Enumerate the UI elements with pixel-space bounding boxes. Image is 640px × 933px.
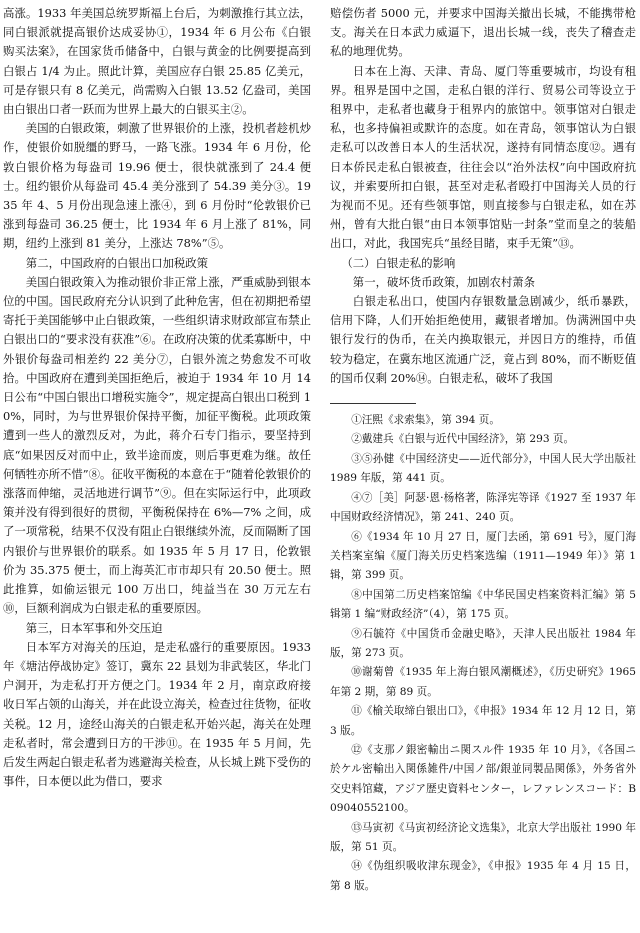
paragraph: 日本军方对海关的压迫，是走私盛行的重要原因。1933 年《塘沽停战协定》签订，冀东 22 县划为非武装区，华北门户洞开，为走私打开方便之门。1934 年 2 月，南京政府接收日军占领的山海关，并在此设立海关，检查过往货物，征收关税。12 月，途经山海关的白银走私开始兴起，海关在处理走私者时，常会遭到日方的干涉⑪。在 1935 年 5 月间，先后发生两起白银走私者为逃避海关检查，从长城上跳下受伤的事件，日本便以此为借口，要求 — [3, 639, 311, 789]
section-heading: （二）白银走私的影响 — [341, 255, 456, 270]
footnote: ⑥《1934 年 10 月 27 日，厦门去函，第 691 号》，厦门海关档案室编《厦门海关历史档案选编（1911—1949 年）》第 1 辑，第 399 页。 — [330, 530, 636, 582]
footnote: ⑨石毓符《中国货币金融史略》，天津人民出版社 1984 年版，第 273 页。 — [330, 627, 636, 659]
section-heading: 第三，日本军事和外交压迫 — [25, 620, 163, 635]
footnote: ⑩谢菊曾《1935 年上海白银风潮概述》，《历史研究》1965 年第 2 期，第 89 页。 — [330, 666, 636, 698]
footnote: ③⑤孙健《中国经济史——近代部分》，中国人民大学出版社 1989 年版，第 441 页。 — [330, 452, 636, 485]
paragraph: 高涨。1933 年美国总统罗斯福上台后，为刺激推行其立法，同白银派就提高银价达成妥协①，1934 年 6 月公布《白银购买法案》，在国家货币储备中，白银与黄金的比例要提高到白银占 1/4 为止。照此计算，美国应存白银 25.85 亿美元，可是存银只有 8 亿美元，尚需购入白银 13.52 亿盎司，美国由白银出口者一跃而为世界上最大的白银买主②。 — [3, 6, 311, 117]
footnote: ⑪《榆关取缔白银出口》，《申报》1934 年 12 月 12 日，第 3 版。 — [330, 705, 636, 737]
section-heading: 第一，破坏货币政策，加剧农村萧条 — [352, 274, 536, 289]
paragraph: 赔偿伤者 5000 元，并要求中国海关撤出长城，不能携带枪支。海关在日本武力威逼下，退出长城一线，丧失了稽查走私的地理优势。 — [330, 6, 636, 59]
footnote: ⑧中国第二历史档案馆编《中华民国史档案资料汇编》第 5 辑第 1 编“财政经济”（4），第 175 页。 — [330, 588, 636, 621]
left-column — [3, 4, 311, 791]
paragraph: 日本在上海、天津、青岛、厦门等重要城市，均设有租界。租界是国中之国，走私白银的洋行、贸易公司等设立于租界中，走私者也藏身于租界内的旅馆中。领事馆对白银走私，也多持偏袒或默许的态度。如在青岛，领事馆认为白银走私可以改善日本人的生活状况，遂持有同情态度⑫。遇有日本侨民走私白银被查，往往会以“治外法权”向中国政府抗议，并索要所扣白银，甚至对走私者殴打中国海关人员的行为视而不见。还有些领事馆，则直接参与白银走私，如在苏州，曾有大批白银“由日本领事馆贴一封条”堂而皇之的装船出口，对此，我国宪兵“虽经目睹，束手无策”⑬。 — [330, 63, 636, 251]
footnote: ②戴建兵《白银与近代中国经济》，第 293 页。 — [351, 433, 575, 446]
paragraph: 美国的白银政策，刺激了世界银价的上涨，投机者趁机炒作，使银价如脱缰的野马，一路飞涨。1934 年 6 月份，伦敦白银价格为每盎司 19.96 便士，很快就涨到了 24.4 便士。纽约银价从每盎司 45.4 美分涨到了 54.39 美分③。1935 年 4、5 月份出现急速上涨④，到 6 月份时“伦敦银价已涨到每盎司 36.25 便士，比 1934 年 6 月上涨了 81%，同期，纽约上涨到 81 美分，上涨达 78%”⑤。 — [3, 121, 311, 251]
right-column — [330, 4, 636, 896]
footnote: ⑫《支那ノ銀密輸出ニ関スル件 1935 年 10 月》，《各国ニ於ケル密輸出入関係雑件/中国ノ部/銀並同製品関係》，外务省外交史料馆藏，アジア歴史資料センター，レファレンスコード：B09040552100。 — [330, 743, 636, 815]
footnote: ⑬马寅初《马寅初经济论文选集》，北京大学出版社 1990 年版，第 51 页。 — [330, 821, 636, 853]
paragraph: 白银走私出口，使国内存银数量急剧减少，纸币暴跌，信用下降，人们开始拒绝使用，藏银者增加。伪满洲国中央银行发行的伪币，在关内换取银元，并因日方的维持，币值较为稳定，在冀东地区流通广泛，竟占到 80%，而不断贬值的国币仅剩 20%⑭。白银走私，破坏了我国 — [330, 294, 636, 385]
paragraph: 美国白银政策入为推动银价非正常上涨，严重威胁到银本位的中国。国民政府充分认识到了此种危害，但在初期把希望寄托于美国能够中止白银政策，一些组织请求财政部宣布禁止白银出口的“要求没有获准”⑥。在政府决策的优柔寡断中，中外银价每盎司相差约 22 美分⑦，白银外流之势愈发不可收拾。中国政府在遭到美国拒绝后，被迫于 1934 年 10 月 14 日公布“中国白银出口增税实施令”，规定提高白银出口税到 10%，同时，为与世界银价保持平衡，加征平衡税。此项政策遭到一些人的激烈反对，为此，蒋介石专门指示，要坚持到底“如果因反对而中止，致半途而废，则后事更难为继。故任何牺牲亦所不惜”⑧。征收平衡税的本意在于“随着伦敦银价的涨落而伸缩，灵活地进行调节”⑨。但在实际运行中，此项政策并没有得到很好的贯彻，平衡税保持在 6%—7% 之间，成了一项常税，结果不仅没有阻止白银继续外流，反而隔断了国内银价与世界银价的联系。如 1935 年 5 月 17 日，伦敦银价为 35.375 便士，而上海英汇市市却只有 20.50 便士。照此推算，如偷运银元 100 万出口，纯益当在 30 万元左右⑩，巨额利润成为白银走私的重要原因。 — [3, 274, 311, 616]
footnote-divider — [330, 403, 416, 404]
footnotes — [330, 411, 636, 896]
footnote: ④⑦［美］阿瑟·恩·杨格著，陈泽宪等译《1927 至 1937 年中国财政经济情况》，第 241、240 页。 — [330, 491, 636, 524]
footnote: ①汪熙《求索集》，第 394 页。 — [351, 414, 500, 427]
footnote: ⑭《伪组织吸收津东现金》，《申报》1935 年 4 月 15 日，第 8 版。 — [330, 860, 636, 892]
section-heading: 第二，中国政府的白银出口加税政策 — [25, 255, 209, 270]
